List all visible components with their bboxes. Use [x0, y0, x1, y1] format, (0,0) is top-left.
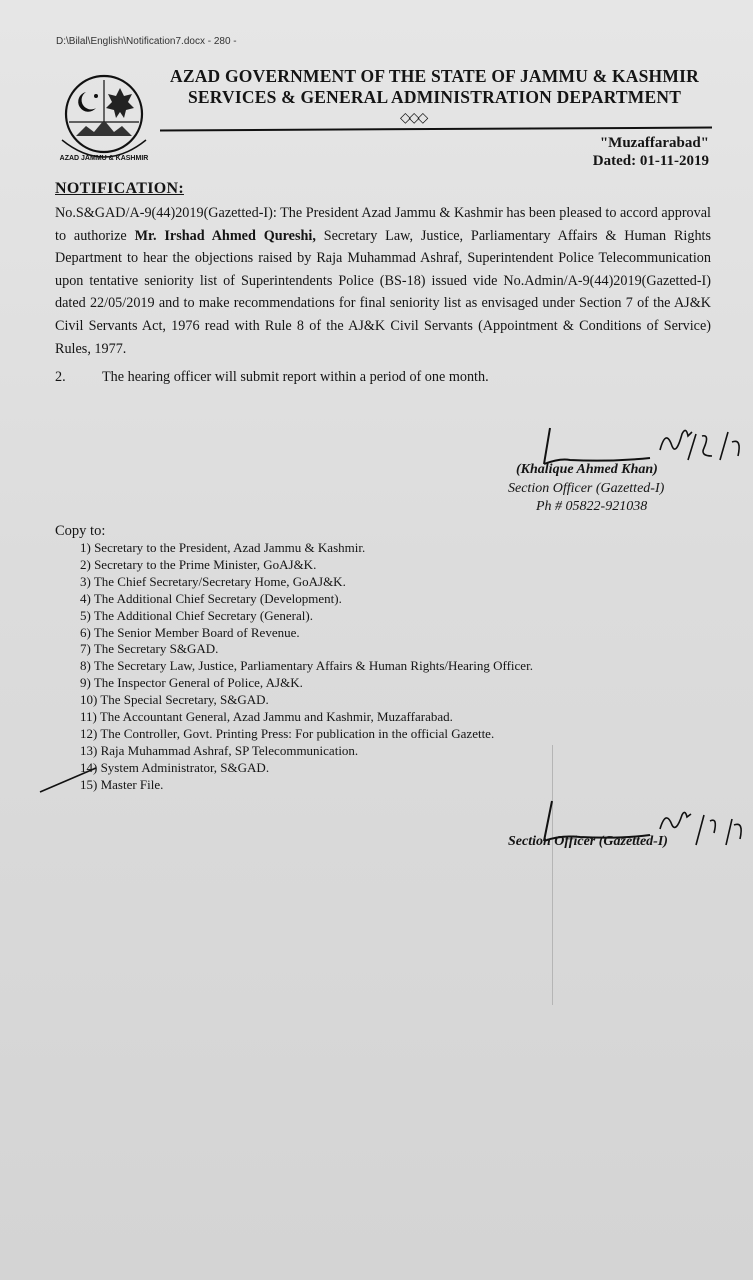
list-item: 2) Secretary to the Prime Minister, GoAJ&K. [80, 556, 317, 572]
list-item: 5) The Additional Chief Secretary (General). [80, 607, 313, 623]
file-path: D:\Bilal\English\Notification7.docx - 280 - [56, 36, 237, 47]
list-item: 6) The Senior Member Board of Revenue. [80, 624, 300, 640]
department-heading-line1: AZAD GOVERNMENT OF THE STATE OF JAMMU & KASHMIR [170, 66, 699, 86]
notification-paragraph-1 [55, 202, 711, 360]
copy-to-list [80, 540, 533, 794]
header-divider [160, 127, 712, 132]
list-item: 1) Secretary to the President, Azad Jammu & Kashmir. [80, 540, 366, 555]
place-label: "Muzaffarabad" [599, 135, 709, 151]
date-label: Dated: 01-11-2019 [592, 153, 709, 169]
para2-number: 2. [55, 369, 66, 385]
list-item: 8) The Secretary Law, Justice, Parliamentary Affairs & Human Rights/Hearing Officer. [80, 658, 533, 674]
list-item: 3) The Chief Secretary/Secretary Home, GoAJ&K. [80, 573, 346, 589]
list-item: 4) The Additional Chief Secretary (Development). [80, 590, 342, 606]
signatory-title: Section Officer (Gazetted-I) [508, 481, 665, 496]
list-item: 7) The Secretary S&GAD. [80, 641, 219, 657]
list-item: 9) The Inspector General of Police, AJ&K. [80, 675, 303, 691]
paper-fold-line [552, 745, 553, 1005]
authorized-officer-name: Mr. Irshad Ahmed Qureshi, [134, 227, 316, 244]
copy-to-heading: Copy to: [55, 523, 106, 539]
notification-title: NOTIFICATION: [55, 180, 184, 197]
para2-text: The hearing officer will submit report within a period of one month. [102, 369, 489, 385]
signatory-phone: Ph # 05822-921038 [536, 499, 648, 514]
department-heading-line2: SERVICES & GENERAL ADMINISTRATION DEPARTMENT [188, 87, 682, 107]
second-signatory-title: Section Officer (Gazetted-I) [508, 834, 668, 849]
list-item: 15) Master File. [80, 776, 164, 792]
list-item: 11) The Accountant General, Azad Jammu and Kashmir, Muzaffarabad. [80, 709, 453, 725]
seal-text: AZAD JAMMU & KASHMIR [59, 155, 149, 162]
para1-start: No.S&GAD/A-9(44)2019(Gazetted-I): The President Azad Jammu & Kashmir has been pleased to accord approval to authorize [55, 205, 711, 244]
header-ornament: ◇◇◇ [400, 111, 427, 126]
list-item: 14) System Administrator, S&GAD. [80, 759, 270, 775]
signatory-name: (Khalique Ahmed Khan) [516, 462, 658, 477]
list-item: 10) The Special Secretary, S&GAD. [80, 692, 269, 708]
list-item: 12) The Controller, Govt. Printing Press: For publication in the official Gazette. [80, 725, 495, 741]
notification-paragraph-2 [55, 369, 489, 386]
para1-end: Secretary Law, Justice, Parliamentary Affairs & Human Rights Department to hear the objections raised by Raja Muhammad Ashraf, Superintendent Police Telecommunication upon tentative seniority list of Superintendents Police (BS-18) issued vide No.Admin/A-9(44)2019(Gazetted-I) dated 22/05/2019 and to make recommendations for final seniority list as envisaged under Section 7 of the AJ&K Civil Servants Act, 1976 read with Rule 8 of the AJ&K Civil Servants (Appointment & Conditions of Service) Rules, 1977. [55, 227, 711, 357]
list-item: 13) Raja Muhammad Ashraf, SP Telecommunication. [80, 742, 359, 758]
pen-strike-mark [38, 760, 98, 800]
government-seal-logo [56, 70, 152, 166]
